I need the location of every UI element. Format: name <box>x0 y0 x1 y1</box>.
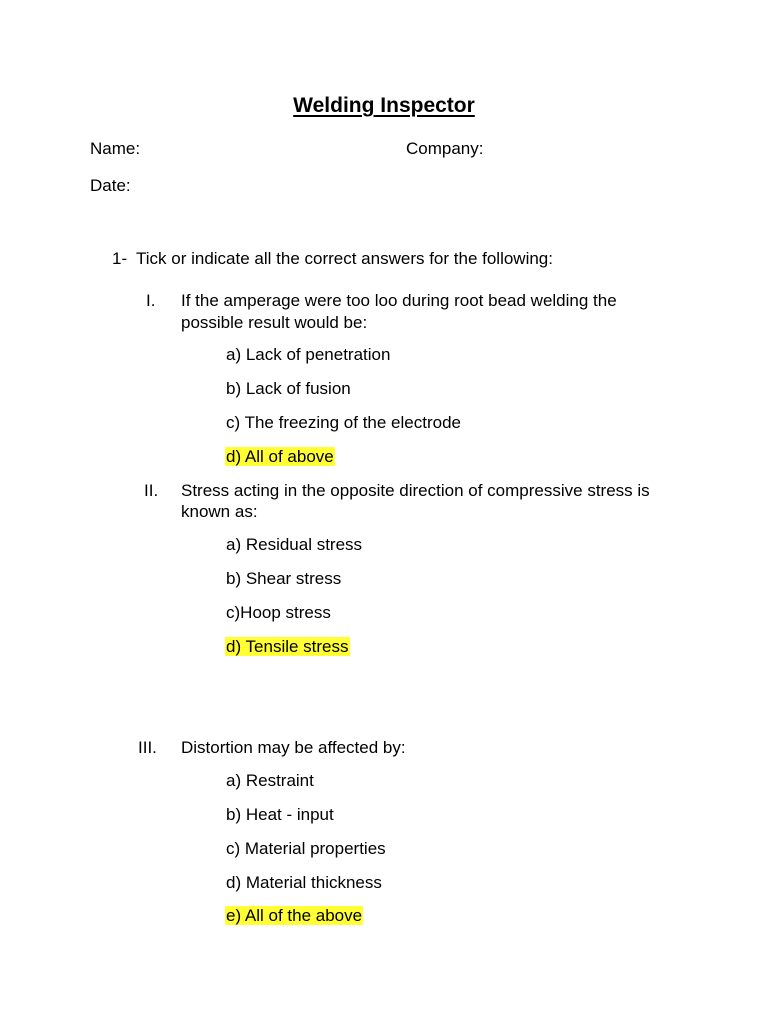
company-label: Company: <box>406 139 484 158</box>
answer-option[interactable]: b) Lack of fusion <box>226 379 351 398</box>
answer-option[interactable]: c) Material properties <box>226 839 386 858</box>
highlight-wrapper <box>225 906 363 926</box>
name-label: Name: <box>90 139 141 158</box>
answer-option-correct[interactable]: e) All of the above <box>226 906 363 925</box>
question-text: If the amperage were too loo during root bead welding the <box>181 291 617 310</box>
question-text: known as: <box>181 502 258 521</box>
question-text: Stress acting in the opposite direction of compressive stress is <box>181 481 650 500</box>
answer-option[interactable]: b) Shear stress <box>226 569 342 588</box>
question-text: possible result would be: <box>181 313 368 332</box>
answer-option[interactable]: a) Lack of penetration <box>226 345 391 364</box>
date-label: Date: <box>90 176 131 195</box>
question-numeral: I. <box>146 291 156 310</box>
answer-option-correct[interactable]: d) Tensile stress <box>226 637 349 656</box>
answer-option[interactable]: b) Heat - input <box>226 805 334 824</box>
answer-option[interactable]: c)Hoop stress <box>226 603 331 622</box>
answer-option[interactable]: a) Restraint <box>226 771 314 790</box>
question-text: Distortion may be affected by: <box>181 738 406 757</box>
answer-option-correct[interactable]: d) All of above <box>226 447 334 466</box>
answer-option[interactable]: a) Residual stress <box>226 535 363 554</box>
section-instruction: Tick or indicate all the correct answers for the following: <box>136 249 553 268</box>
highlight-wrapper <box>225 447 335 467</box>
section-number: 1- <box>112 249 128 268</box>
document-title: Welding Inspector <box>293 94 475 117</box>
answer-option[interactable]: d) Material thickness <box>226 873 382 892</box>
question-numeral: II. <box>144 481 159 500</box>
highlight-wrapper <box>225 637 350 657</box>
question-numeral: III. <box>138 738 157 757</box>
answer-option[interactable]: c) The freezing of the electrode <box>226 413 461 432</box>
